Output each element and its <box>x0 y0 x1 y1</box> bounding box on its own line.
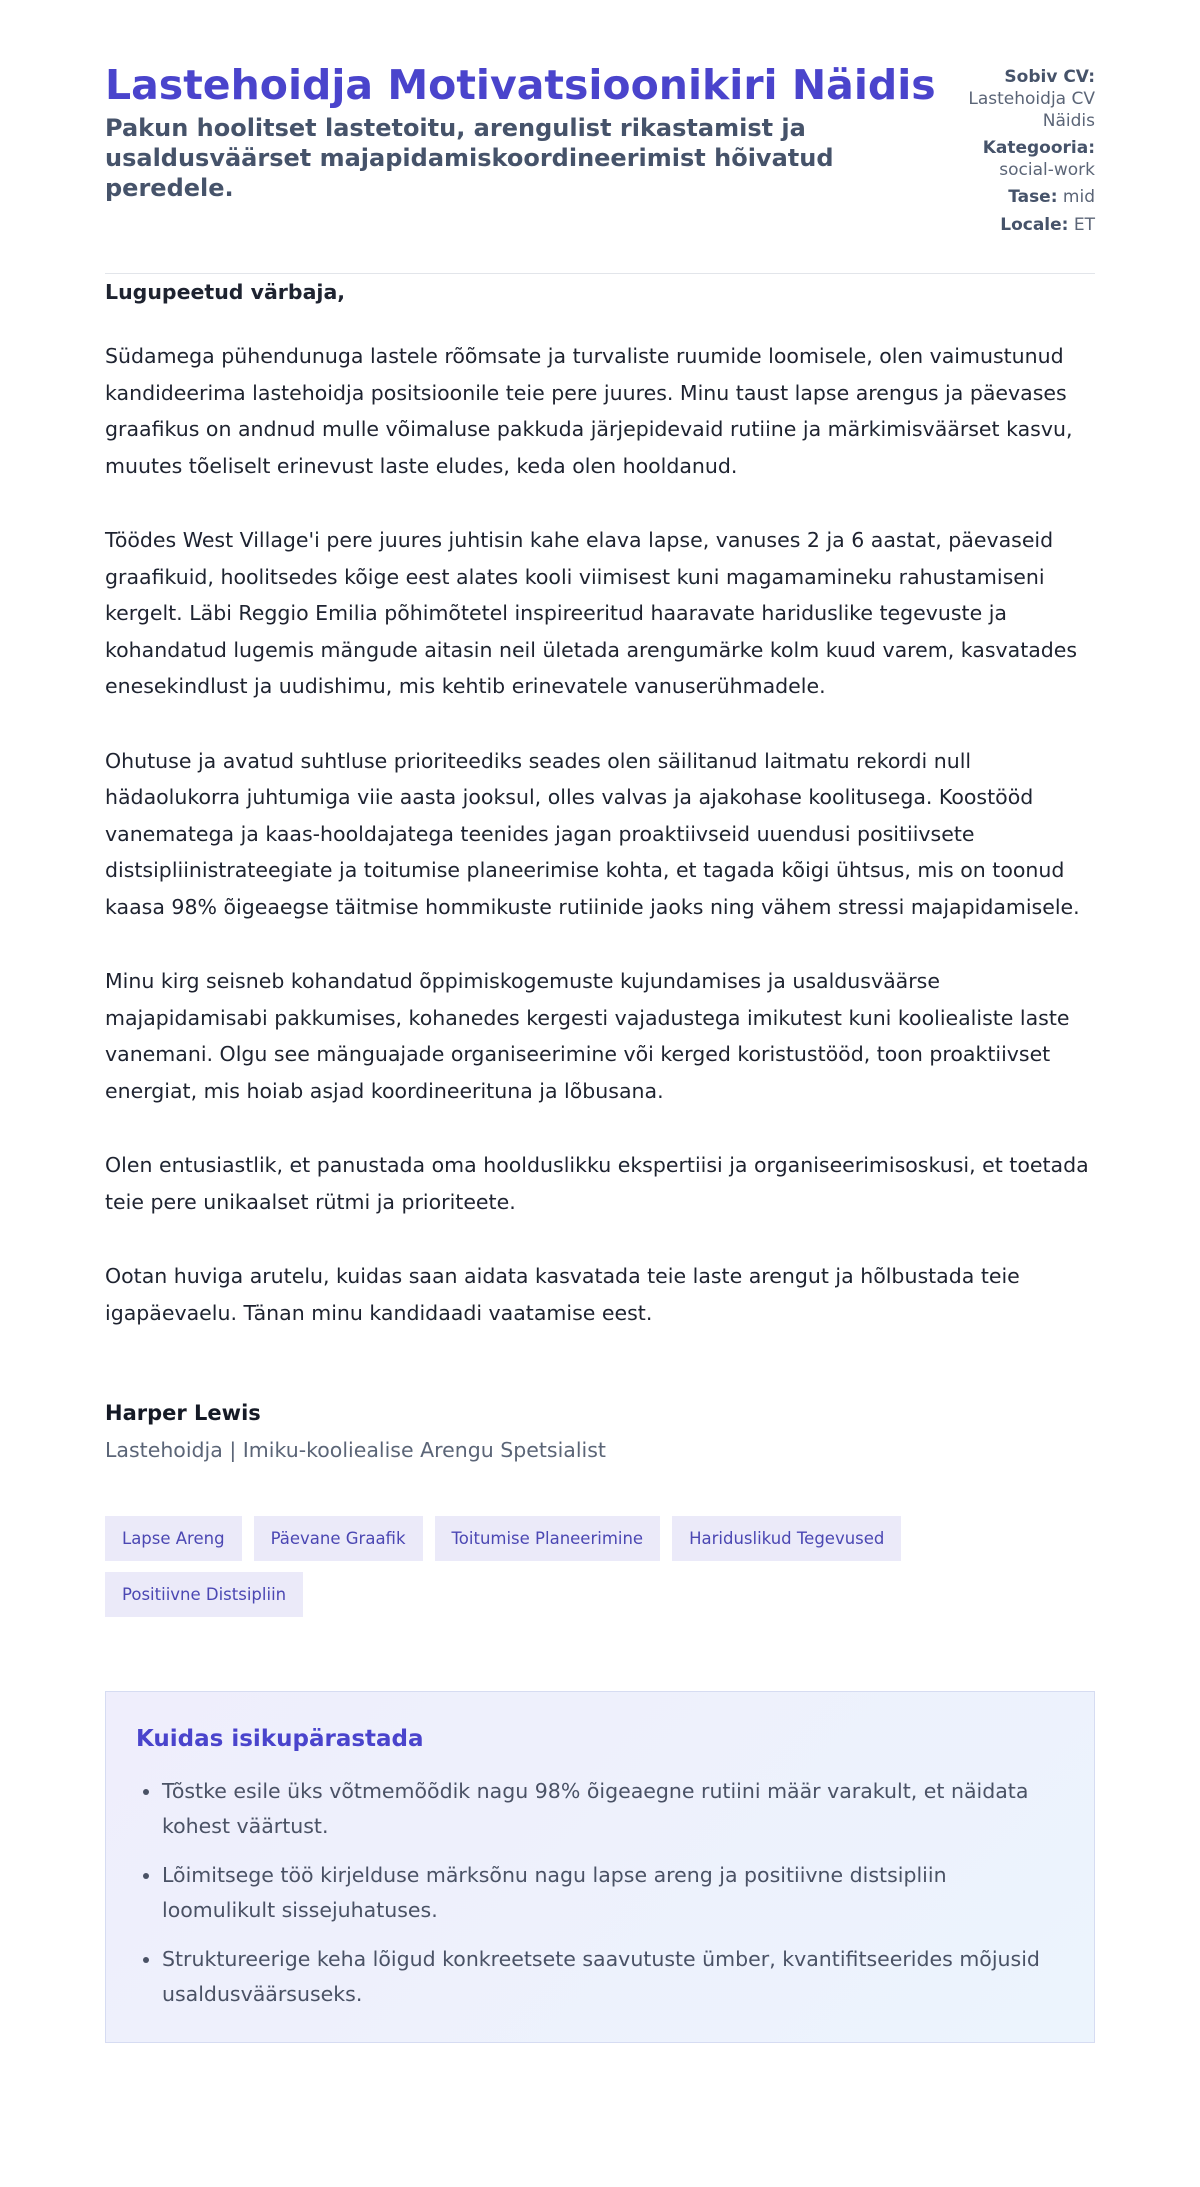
meta-locale <box>935 214 1095 236</box>
skill-tag: Toitumise Planeerimine <box>435 1516 661 1561</box>
meta-locale-value: ET <box>1073 214 1095 235</box>
meta-locale-label: Locale: <box>1000 214 1069 235</box>
skill-tag: Lapse Areng <box>105 1516 242 1561</box>
letter-paragraph: Minu kirg seisneb kohandatud õppimiskogemuste kujundamises ja usaldusväärse majapidamisabi pakkumises, kohanedes kergesti vajadustega imikutest kuni kooliealiste laste vanemani. Olgu see mänguajade organiseerimine või kerged koristustööd, toon proaktiivset energiat, mis hoiab asjad koordineerituna ja lõbusana. <box>105 969 1070 1103</box>
skill-tag: Päevane Graafik <box>254 1516 423 1561</box>
skill-tag: Positiivne Distsipliin <box>105 1572 303 1617</box>
page-title: Lastehoidja Motivatsioonikiri Näidis <box>105 61 936 109</box>
skill-tags <box>105 1516 1095 1617</box>
meta-level <box>935 186 1095 208</box>
tip-item: • Struktureerige keha lõigud konkreetsete saavutuste ümber, kvantifitseerides mõjusid usaldusväärsuseks. <box>162 1942 1064 2012</box>
signature-block <box>105 1401 1095 1462</box>
cover-letter-page <box>105 0 1095 2043</box>
tip-item: • Lõimitsege töö kirjelduse märksõnu nagu lapse areng ja positiivne distsipliin loomulikult sissejuhatuses. <box>162 1858 1064 1928</box>
meta-info <box>935 62 1095 241</box>
letter-paragraph: Töödes West Village'i pere juures juhtisin kahe elava lapse, vanuses 2 ja 6 aastat, päevaseid graafikuid, hoolitsedes kõige eest alates kooli viimisest kuni magamamineku rahustamiseni kergelt. Läbi Reggio Emilia põhimõtetel inspireeritud haaravate hariduslike tegevuste ja kohandatud lugemis mängude aitasin neil ületada arengumärke kolm kuud varem, kasvatades enesekindlust ja uudishimu, mis kehtib erinevatele vanuserühmadele. <box>105 528 1078 699</box>
page-subtitle: Pakun hoolitset lastetoitu, arengulist rikastamist ja usaldusväärset majapidamiskoordineerimist hõivatud peredele. <box>105 114 834 203</box>
letter-paragraph: Ohutuse ja avatud suhtluse prioriteediks seades olen säilitanud laitmatu rekordi null hädaolukorra juhtumiga viie aasta jooksul, olles valvas ja ajakohase koolitusega. Koostööd vanematega ja kaas-hooldajatega teenides jagan proaktiivseid uuendusi positiivsete distsipliinistrateegiate ja toitumise planeerimise kohta, et tagada kõigi ühtsus, mis on toonud kaasa 98% õigeaegse täitmise hommikuste rutiinide jaoks ning vähem stressi majapidamisele. <box>105 748 1080 919</box>
salutation: Lugupeetud värbaja, <box>105 279 346 304</box>
meta-level-value: mid <box>1062 187 1095 208</box>
meta-category <box>935 137 1095 181</box>
letter-paragraph: Olen entusiastlik, et panustada oma hoolduslikku ekspertiisi ja organiseerimisoskusi, et toetada teie pere unikaalset rütmi ja prioriteete. <box>105 1153 1089 1214</box>
tip-item: • Tõstke esile üks võtmemõõdik nagu 98% õigeaegne rutiini määr varakult, et näidata kohest väärtust. <box>162 1774 1064 1844</box>
signature-name: Harper Lewis <box>105 1401 261 1426</box>
letter-paragraph: Ootan huviga arutelu, kuidas saan aidata kasvatada teie laste arengut ja hõlbustada teie igapäevaelu. Tänan minu kandidaadi vaatamise eest. <box>105 1264 1020 1325</box>
tips-heading: Kuidas isikupärastada <box>136 1726 424 1753</box>
letter-body <box>105 274 1095 1463</box>
letter-paragraph: Südamega pühendunuga lastele rõõmsate ja turvaliste ruumide loomisele, olen vaimustunud kandideerima lastehoidja positsioonile teie pere juures. Minu taust lapse arengus ja päevases graafikus on andnud mulle võimaluse pakkuda järjepidevaid rutiine ja märkimisväärset kasvu, muutes tõeliselt erinevust laste eludes, keda olen hooldanud. <box>105 344 1073 478</box>
meta-category-label: Kategooria: <box>982 138 1095 159</box>
meta-cv-label: Sobiv CV: <box>1004 67 1095 87</box>
meta-level-label: Tase: <box>1008 187 1058 208</box>
signature-title: Lastehoidja | Imiku-kooliealise Arengu Spetsialist <box>105 1438 606 1463</box>
header-titles <box>105 61 936 203</box>
meta-cv-value: Lastehoidja CV Näidis <box>968 89 1095 132</box>
page-header <box>105 62 1095 274</box>
meta-cv <box>935 66 1095 132</box>
personalization-tips <box>105 1691 1095 2043</box>
meta-category-value: social-work <box>999 160 1095 181</box>
skill-tag: Hariduslikud Tegevused <box>672 1516 901 1561</box>
tips-list <box>136 1774 1064 2012</box>
